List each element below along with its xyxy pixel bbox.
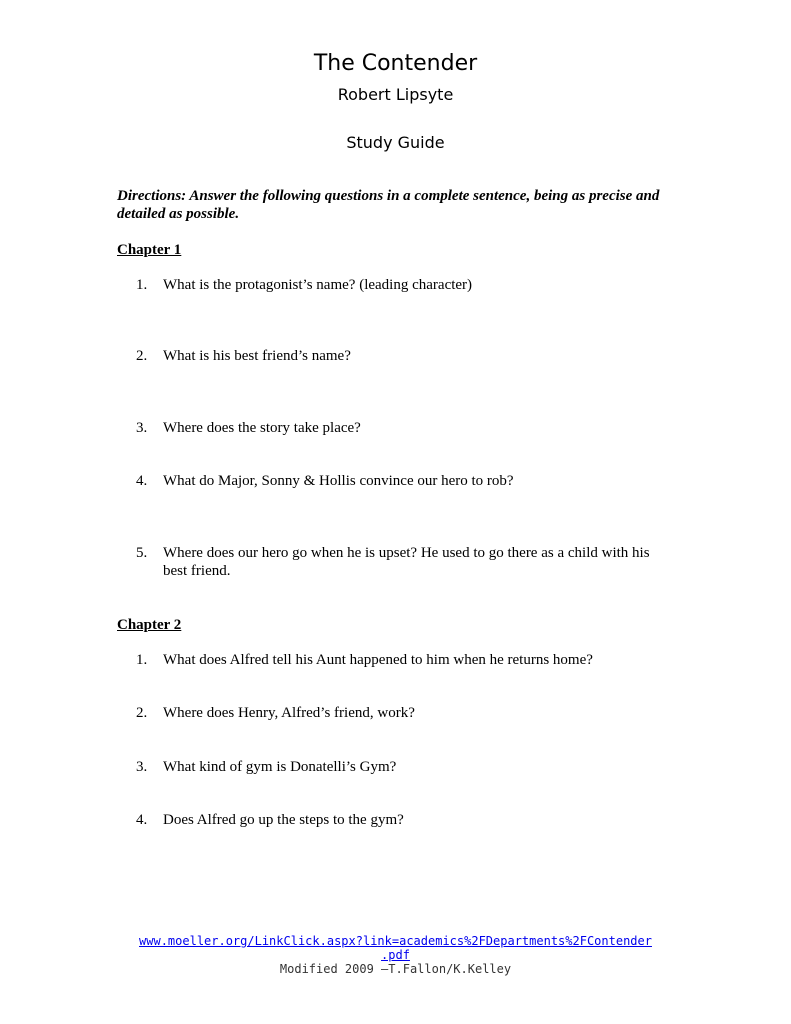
question-text: What is his best friend’s name? [163,348,351,364]
question-text: Does Alfred go up the steps to the gym? [163,812,404,828]
question-number: 3. [136,759,148,775]
chapter-1-heading: Chapter 1 [117,242,182,258]
question-text: What do Major, Sonny & Hollis convince our hero to rob? [163,473,514,489]
question-number: 2. [136,705,148,721]
question-number: 5. [136,545,148,561]
chapter-2-question-2 [136,704,676,722]
question-number: 4. [136,812,148,828]
question-text: Where does our hero go when he is upset? He used to go there as a child with his best friend. [163,545,650,579]
study-guide-heading: Study Guide [346,133,445,152]
footer-source-link[interactable]: www.moeller.org/LinkClick.aspx?link=academics%2FDepartments%2FContender [139,934,652,948]
chapter-1-question-2 [136,347,676,365]
chapter-1-question-5 [136,544,676,580]
question-number: 1. [136,277,148,293]
question-text: Where does Henry, Alfred’s friend, work? [163,705,415,721]
chapter-1-question-4 [136,472,676,490]
chapter-2-question-4 [136,811,676,829]
question-text: Where does the story take place? [163,420,361,436]
author-name: Robert Lipsyte [337,85,454,104]
chapter-2-heading: Chapter 2 [117,617,182,633]
chapter-1-question-3 [136,419,676,437]
question-number: 4. [136,473,148,489]
chapter-2-question-1 [136,651,676,669]
chapter-1-question-1 [136,276,676,294]
question-text: What is the protagonist’s name? (leading character) [163,277,473,293]
question-text: What kind of gym is Donatelli’s Gym? [163,759,397,775]
directions-text: Directions: Answer the following questions in a complete sentence, being as precise and detailed as possible. [117,188,660,222]
question-number: 1. [136,652,148,668]
question-number: 2. [136,348,148,364]
question-number: 3. [136,420,148,436]
question-text: What does Alfred tell his Aunt happened to him when he returns home? [163,652,593,668]
document-title: The Contender [313,51,478,76]
footer-source-link-continuation[interactable]: .pdf [381,948,410,962]
footer-credit: Modified 2009 –T.Fallon/K.Kelley [279,962,512,976]
chapter-2-question-3 [136,758,676,776]
